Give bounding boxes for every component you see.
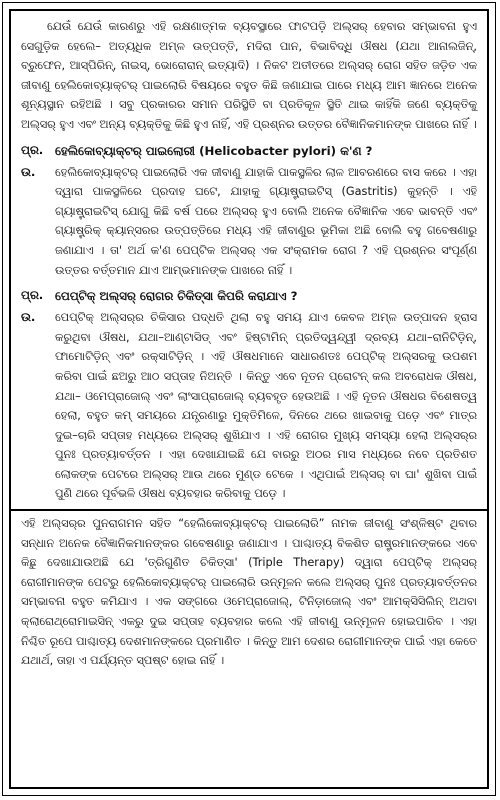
closing-paragraph: ଏହି ଅଲ୍‌ସର୍‌ର ପୁନରାଗମନ ସହିତ “ହେଲିକୋବ୍ୟାକ୍ଟର୍ ପାଇଲୋରି” ନାମକ ଜୀବାଣୁ ସଂଶ୍ଳିଷ୍ଟ ଥିବାର ସନ୍ଧାନ ଅନେକ ବୈଜ୍ଞାନିକମାନଙ୍କର ଗବେଷଣାରୁ ଜଣାଯାଏ । ପାଶ୍ଚାତ୍ୟ ବିକଶିତ ରାଷ୍ଟ୍ରମାନଙ୍କରେ ଏବେ କିଛୁ ଦେଖାଯାଉଅଛି ଯେ 'ତ୍ରିଗୁଣିତ ଚିକିତ୍ସା' (Triple Therapy) ଦ୍ୱାରା ପେପ୍‌ଟିକ୍ ଅଲ୍‌ସର୍ ରୋଗୀମାନଙ୍କ ପେଟରୁ ହେଲିକୋବ୍ୟାକ୍ଟର୍ ପାଇଲୋରି ଉନ୍ମୂଳନ କଲେ ଅଲ୍‌ସର୍ ପୁନଃ ପ୍ରତ୍ୟାବର୍ତ୍ତନର ସମ୍ଭାବନା ବହୁତ କମିଯାଏ । ଏକ ସଙ୍ଗରେ ଓମେପ୍ରାଜୋଲ୍, ଟିନିଡ଼ାଜୋଲ୍ ଏବଂ ଆମକ୍ସିସିଲିନ୍ ଅଥବା କ୍ଲାରୋଥ୍ରୋମାଇସିନ୍ ଏକରୁ ଦୁଇ ସପ୍ତାହ ବ୍ୟବହାର କଲେ ଏହି ଜୀବାଣୁ ଉନ୍ମୂଳନ ହୋଇପାରିବ । ଏହା ନିଶ୍ଚିତ ରୂପେ ପାଶ୍ଚାତ୍ୟ ଦେଶମାନଙ୍କରେ ପ୍ରମାଣିତ । କିନ୍ତୁ ଆମ ଦେଶର ରୋଗୀମାନଙ୍କ ପାଇଁ ଏହା କେତେ ଯଥାର୍ଥ, ତାହା ଏ ପର୍ଯ୍ୟନ୍ତ ସ୍ପଷ୍ଟ ହୋଇ ନାହିଁ । bbox=[21, 517, 477, 668]
question-marker: ପ୍ର. bbox=[21, 142, 44, 157]
answer-text: ହେଲିକୋବ୍ୟାକ୍ଟର୍ ପାଇଲୋରି ଏକ ଜୀବାଣୁ ଯାହାକି ପାକସ୍ଥଳିର ଲାଳ ଆବରଣରେ ବାସ କରେ । ଏହା ଦ୍ୱାରା ପାକସ୍ଥଳିରେ ପ୍ରଦାହ ଘଟେ, ଯାହାକୁ ଗ୍ୟାଷ୍ଟ୍ରାଇଟିସ୍ (Gastritis) କୁହନ୍ତି । ଏହି ଗ୍ୟାଷ୍ଟ୍ରାଇଟିସ୍ ଯୋଗୁ କିଛି ବର୍ଷ ପରେ ଅଲ୍‌ସର୍ ହୁଏ ବୋଲି ଅନେକ ବୈଜ୍ଞାନିକ ଏବେ ଭାବନ୍ତି ଏବଂ ଗ୍ୟାଷ୍ଟ୍ରିକ୍ କ୍ୟାନ୍ସରର ଉତ୍ପତ୍ତିରେ ମଧ୍ୟ ଏହି ଜୀବାଣୁର ଭୂମିକା ଅଛି ବୋଲି ବହୁ ଗବେଷଣାରୁ ଜଣାଯାଏ । ତା' ଅର୍ଥ କ'ଣ ପେପ୍‌ଟିକ ଅଲ୍‌ସର୍ ଏକ ସଂକ୍ରାମକ ରୋଗ ? ଏହି ପ୍ରଶ୍ନର ସଂପୂର୍ଣ୍ଣ ଉତ୍ତର ବର୍ତ୍ତମାନ ଯାଏ ଆମ୍ଭମାନଙ୍କ ପାଖରେ ନାହିଁ । bbox=[55, 165, 477, 277]
answer-marker: ଉ. bbox=[21, 164, 36, 179]
question-1 bbox=[21, 141, 477, 161]
question-text: ହେଲିକୋବ୍ୟାକ୍ଟର୍ ପାଇଲୋରୀ (Helicobacter pylori) କ'ଣ ? bbox=[55, 143, 373, 158]
answer-text: ପେପ୍‌ଟିକ୍ ଅଲ୍‌ସର୍‌ର ଚିକିସାର ପଦ୍ଧତି ଥିଲା ବହୁ ସମୟ ଯାଏ କେବଳ ଅମ୍ଳ ଉତ୍ପାଦନ ହ୍ରାସ କରୁଥିବା ଔଷଧ, ଯଥା–ଆଣ୍ଟାସିଡ୍ ଏବଂ ହିଷ୍ଟାମିନ୍ ପ୍ରତିଦ୍ୱନ୍ଦ୍ୱୀ ଦ୍ରବ୍ୟ ଯଥା–ରାନିଟିଡ଼ିନ୍, ଫାମୋଟିଡ଼ିନ୍ ଏବଂ ରକ୍ସାଟିଡ଼ିନ୍ । ଏହି ଔଷଧମାନେ ସାଧାରଣତଃ ପେପ୍‌ଟିକ୍ ଅଲ୍‌ସରକୁ ଉପଶମ କରିବା ପାଇଁ ଛଅରୁ ଆଠ ସପ୍ତାହ ନିଅନ୍ତି । କିନ୍ତୁ ଏବେ ନୂତନ ପ୍ରୋଟନ୍ କଲ ଅବରୋଧକ ଔଷଧ, ଯଥା– ଓମେପ୍ରାଜୋଲ୍ ଏବଂ ଲାଂସାପ୍ରାଜୋଲ୍ ବ୍ୟବହୃତ ହେଉଅଛି । ଏହି ନୂତନ ଔଷଧର ବିଶେଷତ୍ୱ ହେଲା, ବହୁତ କମ୍ ସମୟରେ ଯନ୍ତ୍ରଣାରୁ ମୁକ୍ତିମିଳେ, ଦିନରେ ଥରେ ଖାଇବାକୁ ପଡ଼େ ଏବଂ ମାତ୍ର ଦୁଇ–ଚାରି ସପ୍ତାହ ମଧ୍ୟରେ ଅଲ୍‌ସର୍ ଶୁଖିଯାଏ । ଏହି ରୋଗର ମୁଖ୍ୟ ସମସ୍ୟା ହେଲା ଅଲ୍‌ସର୍‌ର ପୁନଃ ପ୍ରତ୍ୟାବର୍ତ୍ତନ । ଏହା ଦେଖାଯାଇଛି ଯେ ବାରରୁ ଅଠର ମାସ ମଧ୍ୟରେ ନବେ ପ୍ରତିଶତ ଲୋକଙ୍କ ପେଟରେ ଅଲ୍‌ସର୍ ଆଉ ଥରେ ମୁଣ୍ଡ ଟେକେ । ଏଥିପାଇଁ ଅଲ୍‌ସର୍ ବା ଘା' ଶୁଖିବା ପାଇଁ ପୁଣି ଥରେ ପୂର୍ବଭଳି ଔଷଧ ବ୍ୟବହାର କରିବାକୁ ପଡ଼େ । bbox=[55, 311, 477, 501]
answer-1 bbox=[21, 163, 477, 281]
question-marker: ପ୍ର. bbox=[21, 288, 44, 303]
page-border bbox=[2, 2, 496, 796]
answer-marker: ଉ. bbox=[21, 310, 36, 325]
question-2 bbox=[21, 286, 477, 306]
intro-paragraph: ଯେଉଁ ଯେଉଁ କାରଣରୁ ଏହି ରକ୍ଷଣାତ୍ମକ ବ୍ୟବସ୍ଥାରେ ଫାଟପଡ଼ି ଅଲ୍‌ସର୍ ହେବାର ସମ୍ଭାବନା ହୁଏ ସେଗୁଡ଼ିକ ହେଲେ– ଅତ୍ୟଧିକ ଅମ୍ଳ ଉତ୍ପତ୍ତି, ମଦିରା ପାନ, ବିଭାବିଦ୍ଧି ଔଷଧ (ଯଥା ଆନାଲଜିନ୍, ବ୍ରୁଫେନ, ଆସ୍‌ପିରିନ୍, ନାଇସ୍, ଭୋରୋରାନ୍ ଇତ୍ୟାଦି) । ନିକଟ ଅତୀତରେ ଅଲ୍‌ସର୍ ରୋଗ ସହିତ ଜଡ଼ିତ ଏକ ଜୀବାଣୁ ହେଲିକୋବ୍ୟାକ୍ଟର୍ ପାଇଲୋରି ବିଷୟରେ ବହୁତ କିଛି ଜଣାଯାଇ ପାରେ ମଧ୍ୟ ଆମ ଜ୍ଞାନରେ ଅନେକ ଶୂନ୍ୟସ୍ଥାନ ରହିଅଛି । ସବୁ ପ୍ରକାରର ସମାନ ପରିସ୍ଥିତି ବା ପ୍ରତିକୂଳ ସ୍ଥିତି ଥାଇ କାହିଁକି ଜଣେ ବ୍ୟକ୍ତିକୁ ଅଲ୍‌ସର୍ ହୁଏ ଏବଂ ଅନ୍ୟ ବ୍ୟକ୍ତିକୁ କିଛି ହୁଏ ନାହିଁ, ଏହି ପ୍ରଶ୍ନର ଉତ୍ତର ବୈଜ୍ଞାନିକମାନଙ୍କ ପାଖରେ ନାହିଁ । bbox=[21, 20, 477, 131]
content-box bbox=[9, 9, 489, 789]
question-text: ପେପ୍‌ଟିକ୍ ଅଲ୍‌ସର୍ ରୋଗର ଚିକିତ୍ସା କିପରି କରାଯାଏ ? bbox=[55, 289, 298, 304]
section-divider bbox=[11, 509, 487, 511]
answer-2 bbox=[21, 308, 477, 504]
